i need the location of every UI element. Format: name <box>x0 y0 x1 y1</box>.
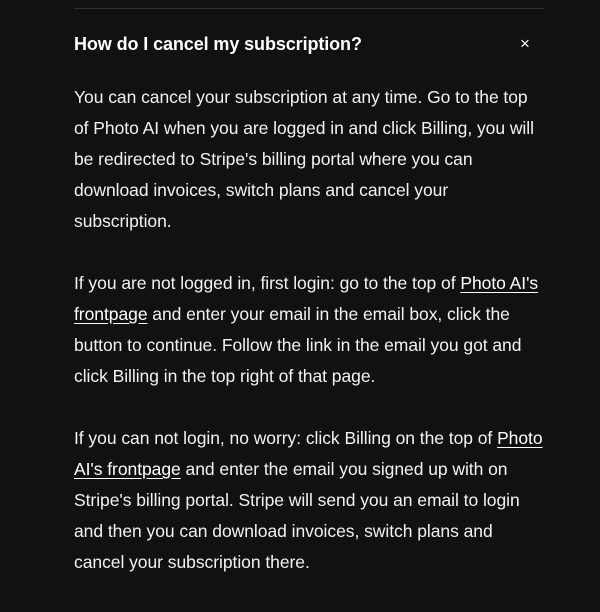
photo-ai-frontpage-link[interactable]: Photo AI's frontpage <box>74 273 539 324</box>
answer-paragraph-2 <box>74 268 544 392</box>
photo-ai-frontpage-link[interactable]: Photo AI's frontpage <box>74 428 543 479</box>
answer-paragraph-3-text-after: and enter the email you signed up with on Stripe's billing portal. Stripe will send you an email to login and then you can download invoices, switch plans and cancel your subscription there. <box>74 459 520 572</box>
answer-paragraph-2-text-before: If you are not logged in, first login: go to the top of <box>74 273 461 293</box>
faq-divider <box>74 8 544 9</box>
answer-paragraph-2-text-after: and enter your email in the email box, click the button to continue. Follow the link in the email you got and click Billing in the top right of that page. <box>74 304 522 386</box>
answer-paragraph-3 <box>74 423 544 578</box>
answer-paragraph-3-text-before: If you can not login, no worry: click Billing on the top of <box>74 428 498 448</box>
faq-question: How do I cancel my subscription? <box>74 34 362 54</box>
faq-answer <box>74 82 544 578</box>
close-icon[interactable]: × <box>520 34 530 53</box>
faq-question-toggle[interactable] <box>74 30 544 58</box>
answer-paragraph-1: You can cancel your subscription at any time. Go to the top of Photo AI when you are logged in and click Billing, you will be redirected to Stripe's billing portal where you can download invoices, switch plans and cancel your subscription. <box>74 87 534 231</box>
